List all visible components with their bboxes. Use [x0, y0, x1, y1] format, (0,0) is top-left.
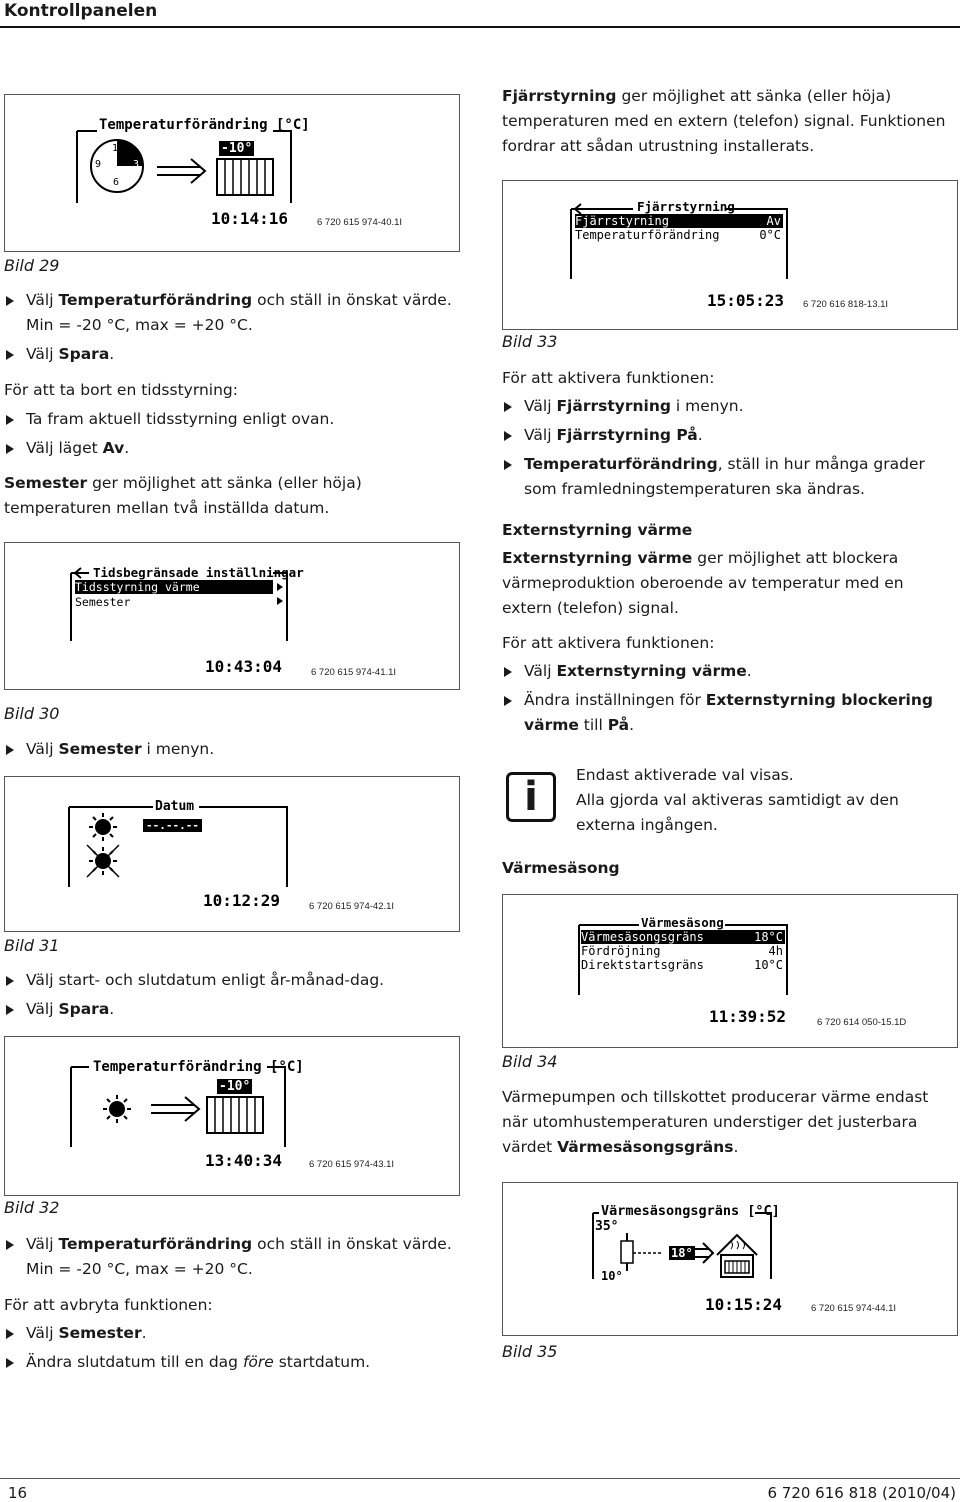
header-rule	[0, 26, 960, 28]
figure-31-title: Datum	[155, 799, 195, 814]
page-number: 16	[8, 1484, 28, 1502]
footer-rule	[0, 1478, 960, 1479]
figure-35-bottom: 10°	[601, 1269, 623, 1283]
steps-29	[4, 288, 464, 367]
figure-32-value: -10°	[219, 1079, 251, 1094]
info-line-1: Endast aktiverade val visas.	[576, 766, 794, 784]
figure-30-caption: Bild 30	[4, 704, 60, 723]
figure-33-row-2: Temperaturförändring 0°C	[575, 228, 781, 242]
figure-34-code: 6 720 614 050-15.1D	[817, 1017, 907, 1028]
sun-icon	[89, 813, 117, 841]
figure-33-caption: Bild 33	[502, 332, 558, 351]
figure-30-row-1: Tidsstyrning värme	[75, 580, 273, 594]
steps-33	[502, 394, 958, 502]
step-remove-2: Välj läget Av.	[4, 436, 464, 461]
activate-title-ext: För att aktivera funktionen:	[502, 634, 715, 652]
clock-label-6: 6	[113, 177, 120, 188]
abort-title: För att avbryta funktionen:	[4, 1296, 213, 1314]
activate-title-33: För att aktivera funktionen:	[502, 369, 715, 387]
step-33-2: Välj Fjärrstyrning På.	[502, 423, 958, 448]
figure-30-row-2: Semester	[75, 595, 131, 609]
figure-29	[4, 94, 460, 252]
step-ext-2: Ändra inställningen för Externstyrning blockering värme till På.	[502, 688, 958, 738]
figure-35-code: 6 720 615 974-44.1I	[811, 1303, 897, 1314]
figure-30-title: Tidsbegränsade inställningar	[93, 565, 304, 580]
steps-remove	[4, 407, 464, 461]
figure-33-code: 6 720 616 818-13.1I	[803, 299, 889, 310]
step-31-2: Välj Spara.	[4, 997, 464, 1022]
figure-32-time: 13:40:34	[205, 1151, 283, 1170]
figure-29-title: Temperaturförändring [°C]	[99, 117, 310, 133]
figure-34-row-1: Värmesäsongsgräns 18°C	[581, 930, 783, 944]
figure-29-value: -10°	[221, 141, 253, 156]
figure-33-title: Fjärrstyrning	[637, 199, 735, 214]
step-ext-1: Välj Externstyrning värme.	[502, 659, 958, 684]
step-29-2: Välj Spara.	[4, 342, 464, 367]
sun-icon	[103, 1095, 131, 1123]
semester-description: Semester ger möjlighet att sänka (eller höja) temperaturen mellan två inställda datum.	[4, 474, 362, 517]
figure-33-row-1: Fjärrstyrning Av	[575, 214, 781, 228]
figure-31-time: 10:12:29	[203, 891, 281, 910]
steps-ext	[502, 659, 958, 738]
figure-31-caption: Bild 31	[4, 936, 60, 955]
step-32-1: Välj Temperaturförändring och ställ in önskat värde. Min = -20 °C, max = +20 °C.	[4, 1232, 464, 1282]
figure-35-time: 10:15:24	[705, 1295, 783, 1314]
figure-32	[4, 1036, 460, 1196]
figure-32-caption: Bild 32	[4, 1198, 60, 1217]
figure-29-caption: Bild 29	[4, 256, 60, 275]
info-line-2: Alla gjorda val aktiveras samtidigt av den externa ingången.	[576, 791, 899, 834]
figure-30	[4, 542, 460, 690]
clock-label-12: 12	[112, 143, 125, 154]
figure-29-time: 10:14:16	[211, 209, 289, 228]
figure-29-code: 6 720 615 974-40.1I	[317, 217, 403, 228]
remove-schedule-title: För att ta bort en tidsstyrning:	[4, 381, 238, 399]
figure-32-title: Temperaturförändring [°C]	[93, 1059, 304, 1075]
figure-31-code: 6 720 615 974-42.1I	[309, 901, 395, 912]
figure-33-time: 15:05:23	[707, 291, 785, 310]
figure-34	[502, 894, 958, 1048]
step-33-1: Välj Fjärrstyrning i menyn.	[502, 394, 958, 419]
info-icon: i	[506, 772, 556, 822]
step-29-1: Välj Temperaturförändring och ställ in önskat värde. Min = -20 °C, max = +20 °C.	[4, 288, 464, 338]
figure-34-row-3: Direktstartsgräns 10°C	[581, 958, 783, 972]
clock-label-9: 9	[95, 159, 102, 170]
figure-31	[4, 776, 460, 932]
figure-33	[502, 180, 958, 330]
step-31-1: Välj start- och slutdatum enligt år-månad-dag.	[4, 968, 464, 993]
figure-35	[502, 1182, 958, 1336]
figure-35-caption: Bild 35	[502, 1342, 558, 1361]
ext-heading: Externstyrning värme	[502, 521, 693, 539]
step-abort-1: Välj Semester.	[4, 1321, 464, 1346]
figure-35-top: 35°	[595, 1219, 619, 1234]
step-abort-2: Ändra slutdatum till en dag före startdatum.	[4, 1350, 464, 1375]
figure-34-time: 11:39:52	[709, 1007, 787, 1026]
step-30-1: Välj Semester i menyn.	[4, 737, 464, 762]
step-remove-1: Ta fram aktuell tidsstyrning enligt ovan.	[4, 407, 464, 432]
house-icon	[717, 1235, 757, 1277]
steps-32	[4, 1232, 464, 1282]
season-heading: Värmesäsong	[502, 859, 620, 877]
remote-description: Fjärrstyrning ger möjlighet att sänka (eller höja) temperaturen med en extern (telefon) signal. Funktionen fordrar att sådan utrustning installerats.	[502, 87, 946, 155]
document-number: 6 720 616 818 (2010/04)	[767, 1484, 956, 1502]
steps-30	[4, 737, 464, 762]
season-description: Värmepumpen och tillskottet producerar värme endast när utomhustemperaturen understiger det justerbara värdet Värmesäsongsgräns.	[502, 1088, 929, 1156]
figure-34-caption: Bild 34	[502, 1052, 558, 1071]
figure-30-code: 6 720 615 974-41.1I	[311, 667, 397, 678]
info-text	[576, 763, 956, 838]
figure-30-time: 10:43:04	[205, 657, 283, 676]
figure-35-value: 18°	[671, 1246, 693, 1260]
sun-crossed-icon	[87, 845, 119, 877]
page-header-title: Kontrollpanelen	[4, 1, 158, 21]
clock-label-3: 3	[133, 159, 140, 170]
figure-35-title: Värmesäsongsgräns [°C]	[601, 1203, 780, 1219]
steps-31	[4, 968, 464, 1022]
figure-34-title: Värmesäsong	[641, 915, 724, 930]
ext-description: Externstyrning värme ger möjlighet att blockera värmeproduktion oberoende av temperatur med en extern (telefon) signal.	[502, 549, 904, 617]
figure-32-code: 6 720 615 974-43.1I	[309, 1159, 395, 1170]
figure-34-row-2: Fördröjning 4h	[581, 944, 783, 958]
figure-31-value: --.--.--	[143, 819, 202, 832]
steps-abort	[4, 1321, 464, 1375]
step-33-3: Temperaturförändring, ställ in hur många grader som framledningstemperaturen ska ändras.	[502, 452, 958, 502]
